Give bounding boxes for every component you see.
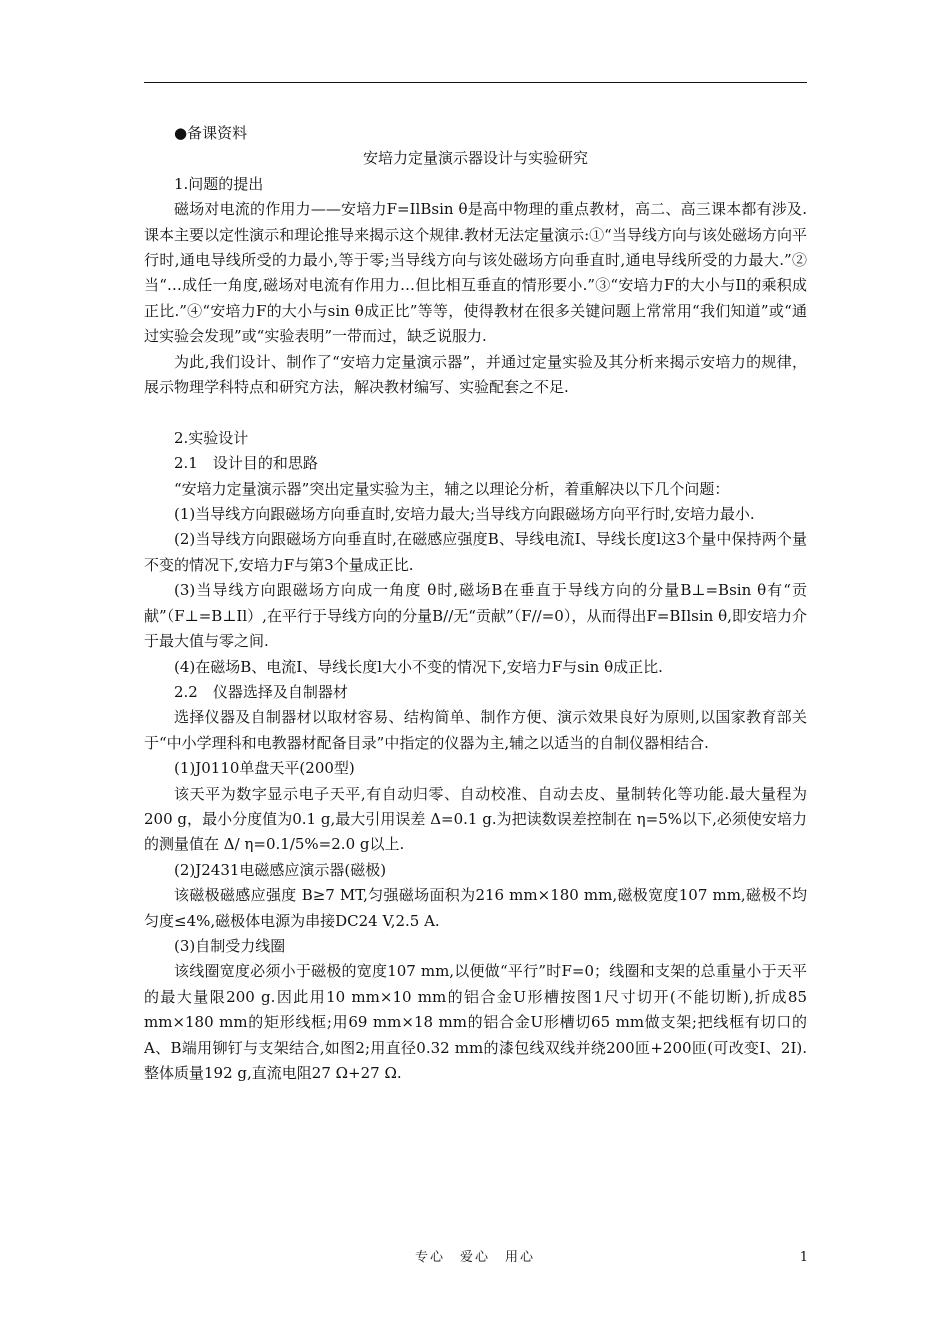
footer-motto: 专心 爱心 用心 — [414, 1250, 535, 1265]
heading-2: 2.实验设计 — [174, 428, 249, 447]
paragraph: 该天平为数字显示电子天平,有自动归零、自动校准、自动去皮、量制转化等功能.最大量程为200 g，最小分度值为0.1 g,最大引用误差 Δ=0.1 g.为把读数误差控制在 η=5%以下,必须使安培力的测量值在 Δ/ η=0.1/5%=2.0 g以上. — [144, 784, 807, 854]
item-heading: (3)自制受力线圈 — [174, 936, 286, 955]
item-heading: (1)J0110单盘天平(200型) — [174, 759, 355, 778]
subheading-2-2: 2.2 仪器选择及自制器材 — [174, 682, 348, 701]
paragraph: 该磁极磁感应强度 B≥7 MT,匀强磁场面积为216 mm×180 mm,磁极宽度107 mm,磁极不均匀度≤4%,磁极体电源为串接DC24 V,2.5 A. — [144, 886, 807, 930]
list-item: (4)在磁场B、电流I、导线长度l大小不变的情况下,安培力F与sin θ成正比. — [174, 657, 663, 676]
item-heading: (2)J2431电磁感应演示器(磁极) — [174, 860, 387, 879]
article-title: 安培力定量演示器设计与实验研究 — [362, 149, 588, 168]
paragraph: “安培力定量演示器”突出定量实验为主，辅之以理论分析，着重解决以下几个问题： — [174, 479, 730, 498]
paragraph: 选择仪器及自制器材以取材容易、结构简单、制作方便、演示效果良好为原则,以国家教育部关于“中小学理科和电教器材配备目录”中指定的仪器为主,辅之以适当的自制仪器相结合. — [144, 708, 807, 752]
spacer — [144, 400, 807, 425]
list-item: (2)当导线方向跟磁场方向垂直时,在磁感应强度B、导线电流I、导线长度l这3个量中保持两个量不变的情况下,安培力F与第3个量成正比. — [144, 530, 807, 574]
paragraph: 该线圈宽度必须小于磁极的宽度107 mm,以便做“平行”时F=0；线圈和支架的总重量小于天平的最大量限200 g.因此用10 mm×10 mm的铝合金U形槽按图1尺寸切开(不能切断),折成85 mm×180 mm的矩形线框;用69 mm×18 mm的铝合金U形槽切65 mm做支架;把线框有切口的A、B端用铆钉与支架结合,如图2;用直径0.32 mm的漆包线双线并绕200匝+200匝(可改变I、2I).整体质量192 g,直流电阻27 Ω+27 Ω. — [144, 962, 807, 1083]
subheading-2-1: 2.1 设计目的和思路 — [174, 454, 318, 473]
list-item: (1)当导线方向跟磁场方向垂直时,安培力最大;当导线方向跟磁场方向平行时,安培力最小. — [174, 505, 755, 524]
list-item: (3)当导线方向跟磁场方向成一角度 θ时,磁场B在垂直于导线方向的分量B⊥=Bsin θ有“贡献”（F⊥=B⊥Il）,在平行于导线方向的分量B//无“贡献”（F//=0），从而得出F=BIlsin θ,即安培力介于最大值与零之间. — [144, 581, 807, 651]
section-label: ●备课资料 — [174, 124, 248, 142]
paragraph: 为此,我们设计、制作了“安培力定量演示器”，并通过定量实验及其分析来揭示安培力的规律，展示物理学科特点和研究方法，解决教材编写、实验配套之不足. — [144, 352, 807, 397]
header-rule — [144, 82, 807, 83]
heading-1: 1.问题的提出 — [174, 174, 264, 193]
page-number: 1 — [799, 1250, 808, 1265]
paragraph: 磁场对电流的作用力——安培力F=IlBsin θ是高中物理的重点教材，高二、高三课本都有涉及.课本主要以定性演示和理论推导来揭示这个规律.教材无法定量演示:①“当导线方向与该处磁场方向平行时,通电导线所受的力最小,等于零;当导线方向与该处磁场方向垂直时,通电导线所受的力最大.”②当“…成任一角度,磁场对电流有作用力…但比相互垂直的情形要小.”③“安培力F的大小与Il的乘积成正比.”④“安培力F的大小与sin θ成正比”等等，使得教材在很多关键问题上常常用“我们知道”或“通过实验会发现”或“实验表明”一带而过，缺乏说服力. — [144, 200, 807, 346]
document-body — [144, 121, 807, 1086]
